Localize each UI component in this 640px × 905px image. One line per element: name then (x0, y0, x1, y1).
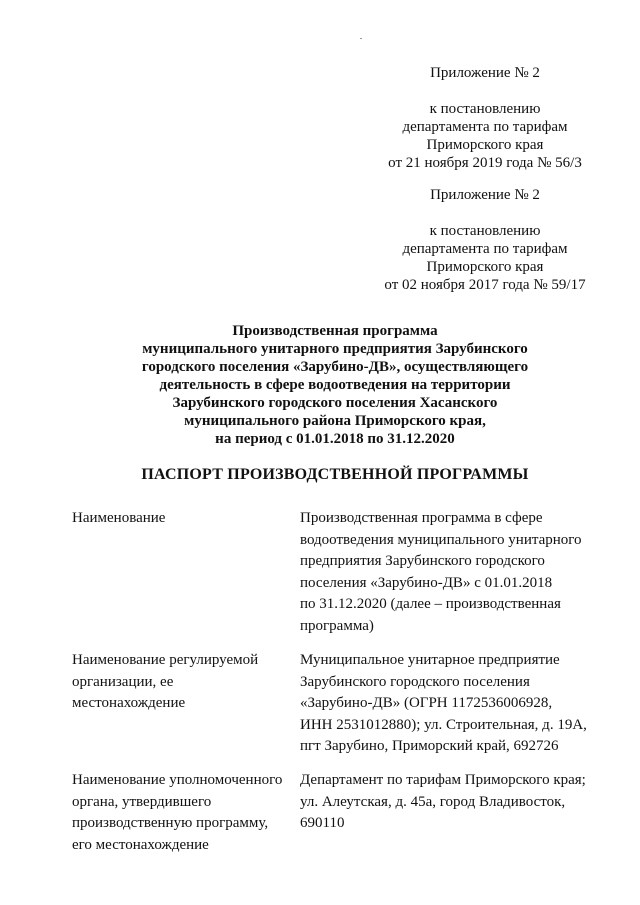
passport-heading: ПАСПОРТ ПРОИЗВОДСТВЕННОЙ ПРОГРАММЫ (141, 466, 529, 483)
appendix-current-line: Приморского края (426, 137, 544, 153)
label-line: Наименование (72, 510, 166, 526)
value-line: по 31.12.2020 (далее – производственная (300, 596, 561, 612)
passport-row-value (300, 770, 600, 835)
appendix-current (360, 64, 610, 172)
passport-row-value (300, 650, 600, 758)
value-line: предприятия Зарубинского городского (300, 553, 545, 569)
passport-row-label (72, 770, 292, 856)
program-title-line: муниципального района Приморского края, (184, 413, 486, 429)
value-line: программа) (300, 617, 374, 634)
program-title-line: Производственная программа (232, 323, 438, 339)
label-line: производственную программу, (72, 815, 269, 831)
scan-mark (360, 38, 362, 39)
passport-row-label (72, 650, 292, 715)
label-line: Наименование уполномоченного (72, 772, 283, 788)
label-line: организации, ее (72, 673, 174, 690)
value-line: «Зарубино-ДВ» (ОГРН 1172536006928, (300, 695, 553, 711)
label-line: местонахождение (72, 695, 186, 711)
appendix-original-line: к постановлению (429, 223, 541, 239)
passport-row-label (72, 508, 292, 530)
value-line: водоотведения муниципального унитарного (300, 531, 582, 548)
label-line: его местонахождение (72, 836, 209, 853)
value-line: Департамент по тарифам Приморского края; (300, 772, 586, 788)
program-title-line: Зарубинского городского поселения Хасанского (172, 395, 498, 411)
program-title-line: деятельность в сфере водоотведения на территории (159, 377, 511, 393)
appendix-current-line: к постановлению (429, 101, 541, 117)
value-line: Зарубинского городского поселения (300, 673, 530, 690)
program-title (100, 322, 570, 448)
appendix-original-line: департамента по тарифам (402, 241, 568, 257)
appendix-current-line: от 21 ноября 2019 года № 56/3 (388, 155, 582, 171)
value-line: пгт Зарубино, Приморский край, 692726 (300, 738, 559, 754)
program-title-line: на период с 01.01.2018 по 31.12.2020 (215, 431, 455, 447)
value-line: Муниципальное унитарное предприятие (300, 652, 560, 668)
appendix-current-line: департамента по тарифам (402, 119, 568, 135)
appendix-original-line: Приморского края (426, 259, 544, 275)
value-line: 690110 (300, 815, 345, 831)
value-line: ул. Алеутская, д. 45а, город Владивосток, (300, 793, 566, 810)
appendix-original (360, 186, 610, 294)
value-line: поселения «Зарубино-ДВ» с 01.01.2018 (300, 574, 553, 591)
appendix-original-title: Приложение № 2 (430, 187, 540, 203)
passport-row-value (300, 508, 600, 637)
label-line: Наименование регулируемой (72, 652, 259, 668)
program-title-line: городского поселения «Зарубино-ДВ», осуществляющего (141, 359, 529, 375)
label-line: органа, утвердившего (72, 793, 212, 810)
value-line: Производственная программа в сфере (300, 510, 543, 526)
program-title-line: муниципального унитарного предприятия Зарубинского (142, 341, 528, 357)
value-line: ИНН 2531012880); ул. Строительная, д. 19А, (300, 716, 587, 733)
appendix-original-line: от 02 ноября 2017 года № 59/17 (384, 277, 586, 293)
appendix-current-title: Приложение № 2 (430, 65, 540, 81)
